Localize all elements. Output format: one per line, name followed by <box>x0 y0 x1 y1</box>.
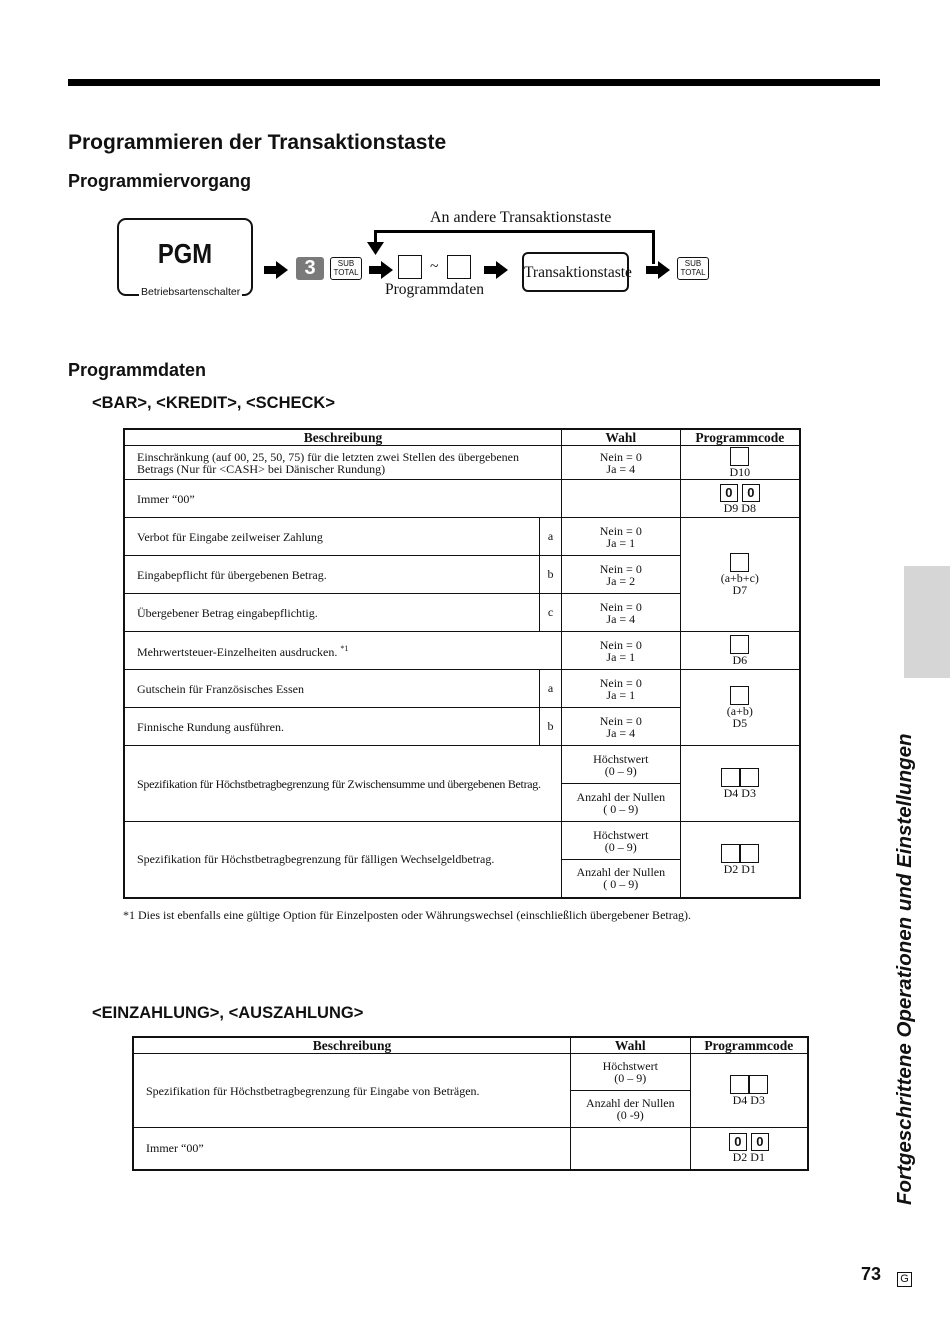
key-three: 3 <box>296 257 324 280</box>
mode-switch-box <box>117 218 253 296</box>
data-tilde: ~ <box>430 258 439 275</box>
row-code <box>680 746 800 822</box>
procedure-heading: Programmiervorgang <box>68 171 252 191</box>
data-entry-box <box>398 255 422 279</box>
row-option <box>561 670 680 708</box>
option-yes: Ja = 4 <box>606 461 636 476</box>
digit-box <box>721 768 740 787</box>
option-label: Anzahl der Nullen <box>585 1096 675 1110</box>
table-row <box>133 1128 808 1170</box>
top-rule <box>68 79 880 86</box>
header-wahl: Wahl <box>561 429 680 446</box>
footnote-marker: *1 <box>340 644 349 653</box>
row-letter: c <box>540 594 562 632</box>
row-code <box>690 1054 808 1128</box>
option-yes: Ja = 1 <box>606 535 636 550</box>
digit-box <box>730 686 749 705</box>
row-description: Immer “00” <box>133 1128 570 1170</box>
zero-key: 0 <box>751 1133 769 1151</box>
option-range: (0 – 9) <box>614 1071 647 1085</box>
zero-key: 0 <box>742 484 760 502</box>
formula-label: (a+b+c) <box>720 571 759 585</box>
row-option-max <box>570 1054 690 1091</box>
option-yes: Ja = 1 <box>606 649 636 664</box>
digit-box <box>721 844 740 863</box>
row-description <box>124 446 561 480</box>
row-code <box>680 480 800 518</box>
row-letter: b <box>540 708 562 746</box>
digit-label: D9 D8 <box>723 500 756 515</box>
option-range: ( 0 – 9) <box>603 801 639 816</box>
digit-label: D5 <box>732 716 748 730</box>
row-option-zeros <box>570 1091 690 1128</box>
table-row <box>124 480 800 518</box>
digit-label: D6 <box>732 653 748 667</box>
row-option-max <box>561 746 680 784</box>
formula-label: (a+b) <box>726 704 753 718</box>
table-row <box>124 446 800 480</box>
option-no: Nein = 0 <box>599 523 642 538</box>
option-yes: Ja = 4 <box>606 611 636 626</box>
digit-box <box>740 768 759 787</box>
zero-key: 0 <box>720 484 738 502</box>
arrow-down-icon <box>367 242 384 255</box>
digit-box <box>740 844 759 863</box>
option-range: (0 -9) <box>616 1108 644 1122</box>
arrow-right-icon <box>264 261 288 279</box>
digit-box <box>730 447 749 466</box>
data-entry-box <box>447 255 471 279</box>
header-programmcode: Programmcode <box>690 1037 808 1054</box>
header-wahl: Wahl <box>570 1037 690 1054</box>
row-description: Gutschein für Französisches Essen <box>124 670 540 708</box>
loop-line <box>652 230 655 264</box>
option-yes: Ja = 4 <box>606 725 636 740</box>
row-option-zeros <box>561 784 680 822</box>
row-option <box>561 556 680 594</box>
option-no: Nein = 0 <box>599 675 642 690</box>
subtotal-key: SUB TOTAL <box>330 257 362 280</box>
language-mark: G <box>897 1272 912 1287</box>
digit-label: D2 D1 <box>723 861 756 876</box>
row-description: Immer “00” <box>124 480 561 518</box>
digit-box <box>749 1075 768 1094</box>
row-description: Eingabepflicht für übergebenen Betrag. <box>124 556 540 594</box>
zero-key: 0 <box>729 1133 747 1151</box>
row-option <box>561 480 680 518</box>
option-range: (0 – 9) <box>604 839 637 854</box>
row-option-max <box>561 822 680 860</box>
table-row <box>124 632 800 670</box>
row-description: Finnische Rundung ausführen. <box>124 708 540 746</box>
option-no: Nein = 0 <box>599 713 642 728</box>
option-range: ( 0 – 9) <box>603 877 639 892</box>
page-number: 73 <box>861 1264 882 1284</box>
table-row <box>133 1054 808 1091</box>
header-beschreibung: Beschreibung <box>124 429 561 446</box>
option-label: Höchstwert <box>602 1059 658 1073</box>
program-table-bar-kredit-scheck <box>123 428 801 899</box>
row-letter: a <box>540 670 562 708</box>
loop-line <box>374 230 655 233</box>
mode-switch-caption: Betriebsartenschalter <box>141 286 241 298</box>
option-no: Nein = 0 <box>599 449 642 464</box>
row-option <box>561 518 680 556</box>
programmdaten-heading: Programmdaten <box>68 360 207 380</box>
row-code <box>680 632 800 670</box>
table-row <box>124 746 800 784</box>
row-description: Spezifikation für Höchstbetragbegrenzung für Zwischensumme und übergebenen Betrag. <box>124 746 561 822</box>
row-letter: b <box>540 556 562 594</box>
option-range: (0 – 9) <box>604 763 637 778</box>
row-description <box>124 632 561 670</box>
option-no: Nein = 0 <box>599 599 642 614</box>
row-option-zeros <box>561 860 680 898</box>
row-option <box>561 708 680 746</box>
digit-box <box>730 635 749 654</box>
option-label: Anzahl der Nullen <box>576 865 666 880</box>
digit-label: D4 D3 <box>732 1093 765 1107</box>
section1-heading: <BAR>, <KREDIT>, <SCHECK> <box>92 394 335 412</box>
option-label: Höchstwert <box>593 827 649 842</box>
row-description: Spezifikation für Höchstbetragbegrenzung für fälligen Wechselgeldbetrag. <box>124 822 561 898</box>
table-row <box>124 822 800 860</box>
loop-caption: An andere Transaktionstaste <box>430 209 612 226</box>
option-label: Höchstwert <box>593 751 649 766</box>
footnote: *1 Dies ist ebenfalls eine gültige Option für Einzelposten oder Währungswechsel (einschließlich übergebener Betrag). <box>123 908 692 922</box>
row-description: Übergebener Betrag eingabepflichtig. <box>124 594 540 632</box>
option-yes: Ja = 2 <box>606 573 636 588</box>
desc-line: Betrags (Nur für <CASH> bei Dänischer Rundung) <box>137 461 386 476</box>
page-title: Programmieren der Transaktionstaste <box>68 131 447 154</box>
option-yes: Ja = 1 <box>606 687 636 702</box>
row-code <box>680 518 800 632</box>
chapter-title: Fortgeschrittene Operationen und Einstellungen <box>893 733 916 1205</box>
row-option <box>561 594 680 632</box>
mode-switch-label: PGM <box>157 238 213 269</box>
program-table-einzahlung-auszahlung <box>132 1036 809 1171</box>
row-option <box>561 632 680 670</box>
option-no: Nein = 0 <box>599 637 642 652</box>
subtotal-key: SUB TOTAL <box>677 257 709 280</box>
row-code <box>680 446 800 480</box>
row-code <box>680 670 800 746</box>
digit-label: D4 D3 <box>723 786 756 800</box>
row-letter: a <box>540 518 562 556</box>
row-option <box>561 446 680 480</box>
digit-box <box>730 553 749 572</box>
digit-box <box>730 1075 749 1094</box>
digit-label: D7 <box>732 583 748 597</box>
option-label: Anzahl der Nullen <box>576 789 666 804</box>
row-description: Spezifikation für Höchstbetragbegrenzung für Eingabe von Beträgen. <box>133 1054 570 1128</box>
header-beschreibung: Beschreibung <box>133 1037 570 1054</box>
arrow-right-icon <box>646 261 670 279</box>
table-row <box>124 670 800 708</box>
chapter-tab <box>904 566 950 678</box>
digit-label: D10 <box>729 465 751 479</box>
section2-heading: <EINZAHLUNG>, <AUSZAHLUNG> <box>92 1004 364 1022</box>
table-row <box>124 518 800 556</box>
desc-line: Einschränkung (auf 00, 25, 50, 75) für die letzten zwei Stellen des übergebenen <box>137 449 519 464</box>
row-description: Verbot für Eingabe zeilweiser Zahlung <box>124 518 540 556</box>
option-no: Nein = 0 <box>599 561 642 576</box>
desc-text: Mehrwertsteuer-Einzelheiten ausdrucken. <box>137 645 338 659</box>
digit-label: D2 D1 <box>732 1150 765 1165</box>
arrow-right-icon <box>369 261 393 279</box>
row-option <box>570 1128 690 1170</box>
data-caption: Programmdaten <box>385 281 485 298</box>
arrow-right-icon <box>484 261 508 279</box>
row-code <box>690 1128 808 1170</box>
transaction-key: Transaktionstaste <box>522 252 629 292</box>
header-programmcode: Programmcode <box>680 429 800 446</box>
row-code <box>680 822 800 898</box>
